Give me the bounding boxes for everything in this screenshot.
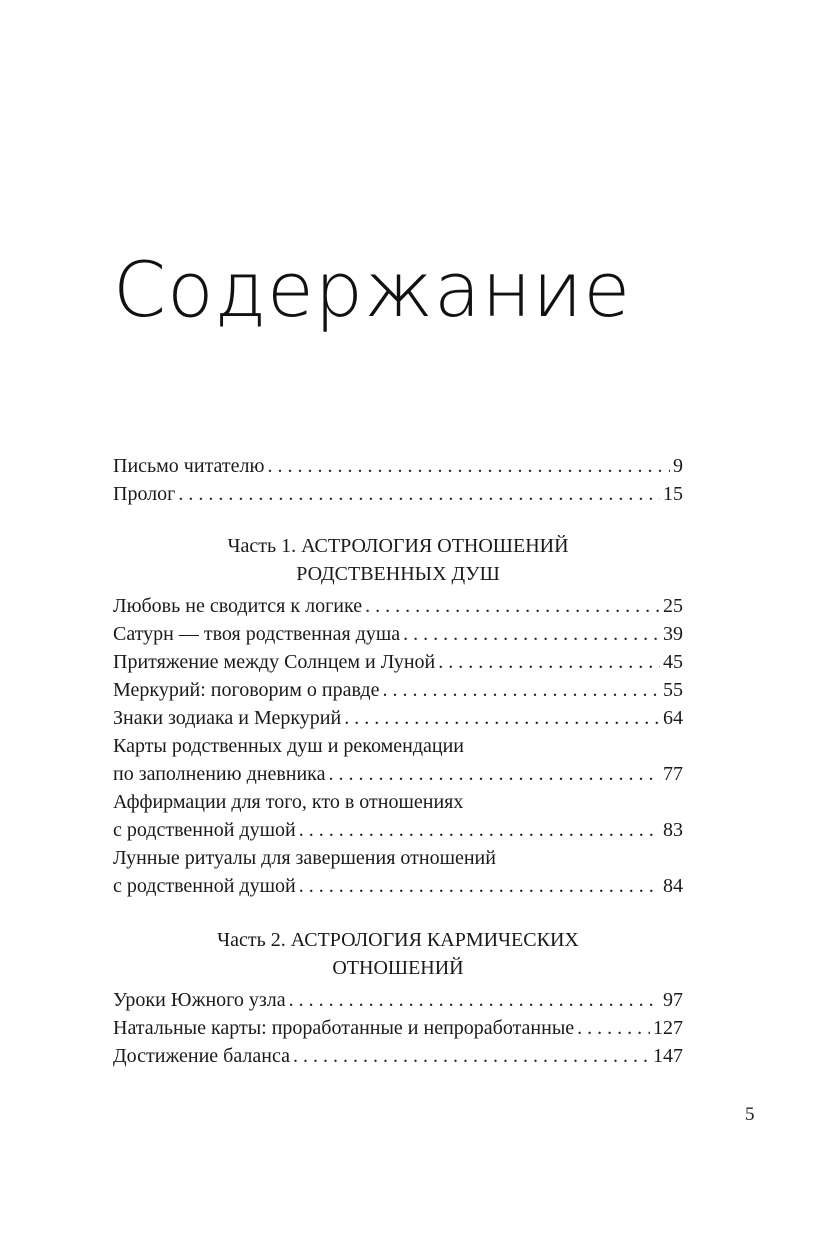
toc-entry-label-line: Аффирмации для того, кто в отношениях [113,791,464,813]
dot-leader [403,620,660,648]
toc-entry-page: 25 [663,595,683,617]
dot-leader [328,760,660,788]
part-heading-line: Часть 2. АСТРОЛОГИЯ КАРМИЧЕСКИХ [217,929,579,951]
toc-entry-label: Притяжение между Солнцем и Луной [113,651,436,673]
toc-entry[interactable] [113,592,683,620]
toc-entry-label: Знаки зодиака и Меркурий [113,707,342,729]
dot-leader [178,480,660,508]
toc-entry-multiline[interactable] [113,844,683,900]
toc-entry-label: по заполнению дневника [113,763,326,785]
toc-entry-page: 97 [663,989,683,1011]
toc-entry-page: 83 [663,819,683,841]
dot-leader [299,872,660,900]
dot-leader [577,1014,650,1042]
dot-leader [289,986,660,1014]
toc-entry-label: Письмо читателю [113,455,265,477]
table-of-contents [113,452,683,1070]
toc-entry-label-line: Карты родственных душ и рекомендации [113,735,465,757]
toc-entry[interactable] [113,1014,683,1042]
toc-entry-label: Уроки Южного узла [113,989,286,1011]
toc-entry-page: 84 [663,875,683,897]
page-number: 5 [745,1104,755,1125]
toc-entry-label: с родственной душой [113,875,296,897]
dot-leader [365,592,660,620]
toc-entry[interactable] [113,986,683,1014]
dot-leader [382,676,660,704]
toc-entry-page: 64 [663,707,683,729]
toc-entry-page: 77 [663,763,683,785]
page-title: Содержание [113,245,632,334]
toc-entry-page: 15 [663,483,683,505]
toc-entry-prologue[interactable] [113,480,683,508]
toc-entry-multiline[interactable] [113,732,683,788]
part-heading-line: РОДСТВЕННЫХ ДУШ [296,563,500,585]
toc-entry-label: Достижение баланса [113,1045,290,1067]
part-heading-line: ОТНОШЕНИЙ [332,957,464,979]
toc-entry-label: Сатурн — твоя родственная душа [113,623,401,645]
toc-entry-page: 55 [663,679,683,701]
toc-entry-letter-to-reader[interactable] [113,452,683,480]
toc-entry-page: 45 [663,651,683,673]
toc-entry[interactable] [113,620,683,648]
toc-entry-label-line: Лунные ритуалы для завершения отношений [113,847,496,869]
toc-entry[interactable] [113,648,683,676]
toc-entry-label: Меркурий: поговорим о правде [113,679,380,701]
toc-entry-label: Любовь не сводится к логике [113,595,363,617]
toc-entry-label: Пролог [113,483,176,505]
toc-entry-multiline[interactable] [113,788,683,844]
toc-entry-page: 39 [663,623,683,645]
part-heading-line: Часть 1. АСТРОЛОГИЯ ОТНОШЕНИЙ [227,535,569,557]
toc-entry-page: 147 [653,1045,683,1067]
part-2-heading [113,926,683,982]
part-1-heading [113,532,683,588]
dot-leader [438,648,660,676]
toc-entry-label: с родственной душой [113,819,296,841]
toc-entry-page: 127 [653,1017,683,1039]
toc-entry-label: Натальные карты: проработанные и непроработанные [113,1017,575,1039]
dot-leader [299,816,660,844]
toc-entry-page: 9 [673,455,683,477]
dot-leader [293,1042,650,1070]
toc-entry[interactable] [113,1042,683,1070]
dot-leader [267,452,670,480]
dot-leader [344,704,660,732]
toc-entry[interactable] [113,676,683,704]
toc-entry[interactable] [113,704,683,732]
